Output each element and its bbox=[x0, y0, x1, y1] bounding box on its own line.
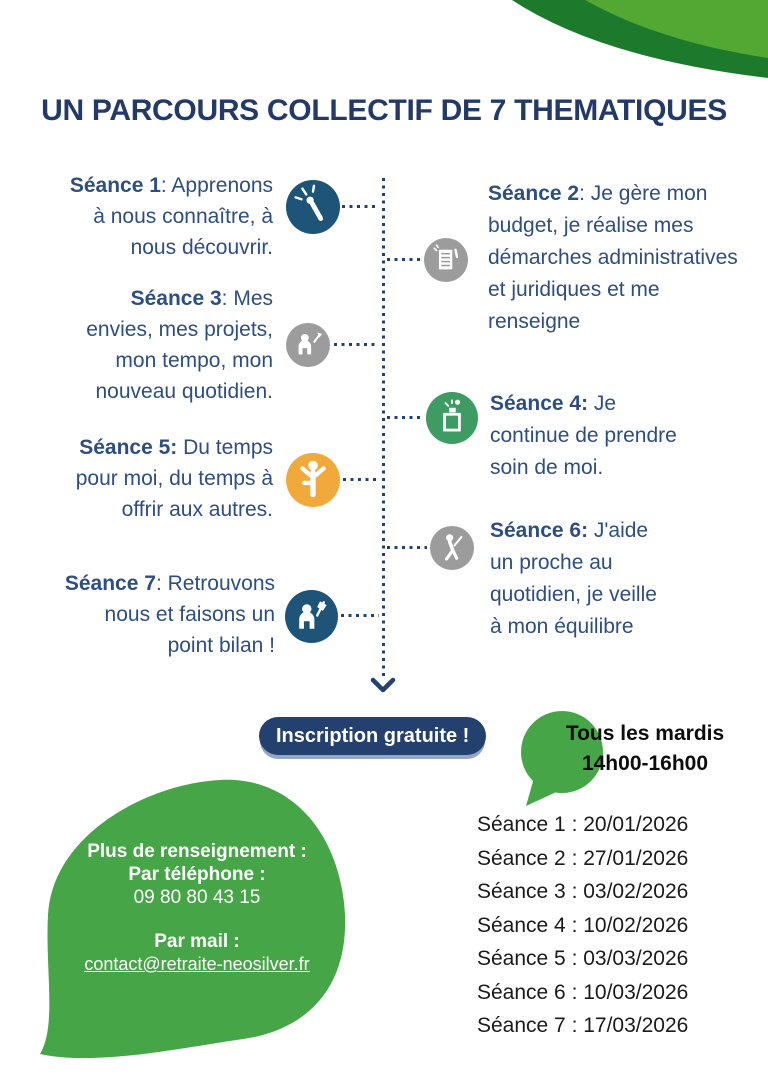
inscription-button[interactable]: Inscription gratuite ! bbox=[259, 717, 486, 755]
wand-icon bbox=[286, 180, 340, 234]
contact-phone-number: 09 80 80 43 15 bbox=[133, 887, 261, 908]
session-2-text: Séance 2: Je gère mon budget, je réalise mes démarches administratives et juridiques et me renseigne bbox=[488, 182, 738, 333]
date-row: Séance 6 : 10/03/2026 bbox=[477, 980, 689, 1004]
person-cane-icon bbox=[430, 526, 474, 570]
session-1-label: Séance 1 bbox=[69, 174, 161, 197]
date-row: Séance 1 : 20/01/2026 bbox=[477, 813, 689, 836]
contact-mail-label: Par mail : bbox=[154, 931, 240, 952]
bottle-icon bbox=[426, 392, 478, 444]
date-row: Séance 5 : 03/03/2026 bbox=[477, 947, 689, 970]
session-7-text: Séance 7: Retrouvons nous et faisons un point bilan ! bbox=[64, 572, 275, 657]
session-3-text: Séance 3: Mes envies, mes projets, mon tempo, mon nouveau quotidien. bbox=[86, 287, 273, 403]
corner-wave-decoration bbox=[0, 0, 768, 90]
session-5-text: Séance 5: Du temps pour moi, du temps à offrir aux autres. bbox=[75, 436, 273, 521]
session-6-label: Séance 6: bbox=[490, 519, 589, 542]
session-5-label: Séance 5: bbox=[79, 436, 178, 459]
person-flag-icon bbox=[285, 590, 338, 643]
connector-session-5 bbox=[343, 478, 379, 481]
date-row: Séance 2 : 27/01/2026 bbox=[477, 846, 689, 870]
timeline-dotted-line bbox=[382, 178, 385, 676]
document-icon bbox=[424, 238, 468, 282]
date-row: Séance 7 : 17/03/2026 bbox=[477, 1014, 689, 1037]
contact-email-link[interactable]: contact@retraite-neosilver.fr bbox=[84, 954, 310, 974]
session-3-label: Séance 3 bbox=[130, 287, 222, 310]
session-4-text: Séance 4: Je continue de prendre soin de moi. bbox=[490, 392, 677, 479]
session-2-label: Séance 2 bbox=[488, 182, 580, 205]
date-row: Séance 3 : 03/02/2026 bbox=[477, 880, 689, 903]
page-title: UN PARCOURS COLLECTIF DE 7 THEMATIQUES bbox=[41, 94, 727, 127]
session-6-text: Séance 6: J'aide un proche au quotidien, je veille à mon équilibre bbox=[490, 519, 657, 638]
connector-session-3 bbox=[334, 343, 378, 346]
connector-session-2 bbox=[387, 258, 421, 261]
connector-session-4 bbox=[387, 416, 423, 419]
person-dance-icon bbox=[286, 453, 340, 507]
connector-session-7 bbox=[341, 614, 379, 617]
contact-heading: Plus de renseignement : bbox=[87, 841, 307, 862]
contact-phone-label: Par téléphone : bbox=[128, 864, 266, 885]
session-1-text: Séance 1: Apprenons à nous connaître, à nous découvrir. bbox=[69, 174, 273, 259]
timeline-arrow-down-icon bbox=[370, 677, 396, 694]
contact-card bbox=[65, 840, 329, 976]
schedule-hours: 14h00-16h00 bbox=[581, 752, 709, 775]
person-goal-icon bbox=[286, 323, 330, 367]
session-4-label: Séance 4: bbox=[490, 392, 589, 415]
schedule-text bbox=[550, 719, 740, 779]
dates-list bbox=[477, 808, 688, 1043]
connector-session-6 bbox=[387, 546, 427, 549]
date-row: Séance 4 : 10/02/2026 bbox=[477, 913, 689, 937]
session-7-label: Séance 7 bbox=[64, 572, 156, 595]
schedule-days: Tous les mardis bbox=[565, 722, 725, 745]
connector-session-1 bbox=[342, 205, 378, 208]
